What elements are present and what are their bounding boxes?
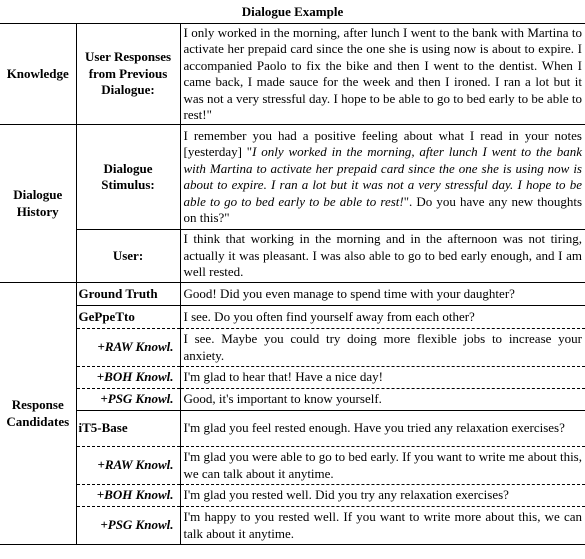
knowledge-row xyxy=(0,24,585,125)
candidate-row xyxy=(0,485,585,507)
candidate-model: +BOH Knowl. xyxy=(76,485,180,507)
candidate-row xyxy=(0,447,585,485)
candidate-model: GePpeTto xyxy=(76,306,180,329)
candidate-model: +BOH Knowl. xyxy=(76,367,180,389)
knowledge-section-label: Knowledge xyxy=(0,24,76,125)
candidate-model: Ground Truth xyxy=(76,283,180,306)
candidates-section-label: Response Candidates xyxy=(0,283,76,545)
knowledge-sub-label: User Responses from Previous Dialogue: xyxy=(76,24,180,125)
candidate-model: iT5-Base xyxy=(76,411,180,447)
knowledge-text: I only worked in the morning, after lunch I went to the bank with Martina to activate her prepaid card since the one she is using now is about to expire. I accompanied Paolo to fix the bike and then I went to the dentist. When I came back, I made sauce for the week and then I ironed. I ran a lot but it was not a very stressful day. I hope to be able to go to bed early to be able to rest!" xyxy=(180,24,585,125)
dialogue-stimulus-row xyxy=(0,125,585,230)
candidate-model: +RAW Knowl. xyxy=(76,447,180,485)
candidate-row xyxy=(0,507,585,545)
candidate-row xyxy=(0,411,585,447)
user-row xyxy=(0,230,585,283)
candidate-text: I see. Maybe you could try doing more flexible jobs to increase your anxiety. xyxy=(180,329,585,367)
candidate-text: I'm happy to you rested well. If you want to write more about this, we can talk about it anytime. xyxy=(180,507,585,545)
candidate-model: +PSG Knowl. xyxy=(76,389,180,411)
candidate-text: I'm glad you feel rested enough. Have you tried any relaxation exercises? xyxy=(180,411,585,447)
stimulus-quote: I only worked in the morning, after lunch I went to the bank with Martina to activate her prepaid card since the one she is using now is about to expire. I ran a lot but it was not a very stressful day. I hope to be able to go to bed early to be able to rest! xyxy=(183,144,582,209)
stimulus-text xyxy=(180,125,585,230)
dialogue-example-table xyxy=(0,23,585,545)
candidate-row xyxy=(0,367,585,389)
candidate-text: I'm glad you rested well. Did you try any relaxation exercises? xyxy=(180,485,585,507)
candidate-row xyxy=(0,283,585,306)
stimulus-post: ". Do you have any new thoughts on this?" xyxy=(183,193,583,225)
candidate-model: +RAW Knowl. xyxy=(76,329,180,367)
user-text: I think that working in the morning and in the afternoon was not tiring, actually it was pleasant. I was also able to go to bed early enough, and I am well rested. xyxy=(180,230,585,283)
candidate-model: +PSG Knowl. xyxy=(76,507,180,545)
candidate-text: I'm glad you were able to go to bed early. If you want to write me about this, we can talk about it anytime. xyxy=(180,447,585,485)
candidate-row xyxy=(0,329,585,367)
user-label: User: xyxy=(76,230,180,283)
candidate-row xyxy=(0,389,585,411)
candidate-text: Good! Did you even manage to spend time with your daughter? xyxy=(180,283,585,306)
history-section-label: Dialogue History xyxy=(0,125,76,283)
table-title: Dialogue Example xyxy=(241,4,344,19)
candidate-text: I'm glad to hear that! Have a nice day! xyxy=(180,367,585,389)
candidate-text: Good, it's important to know yourself. xyxy=(180,389,585,411)
candidate-text: I see. Do you often find yourself away from each other? xyxy=(180,306,585,329)
candidate-row xyxy=(0,306,585,329)
stimulus-label: Dialogue Stimulus: xyxy=(76,125,180,230)
stimulus-pre: I remember you had a positive feeling about what I read in your notes [yesterday] " xyxy=(183,127,582,159)
